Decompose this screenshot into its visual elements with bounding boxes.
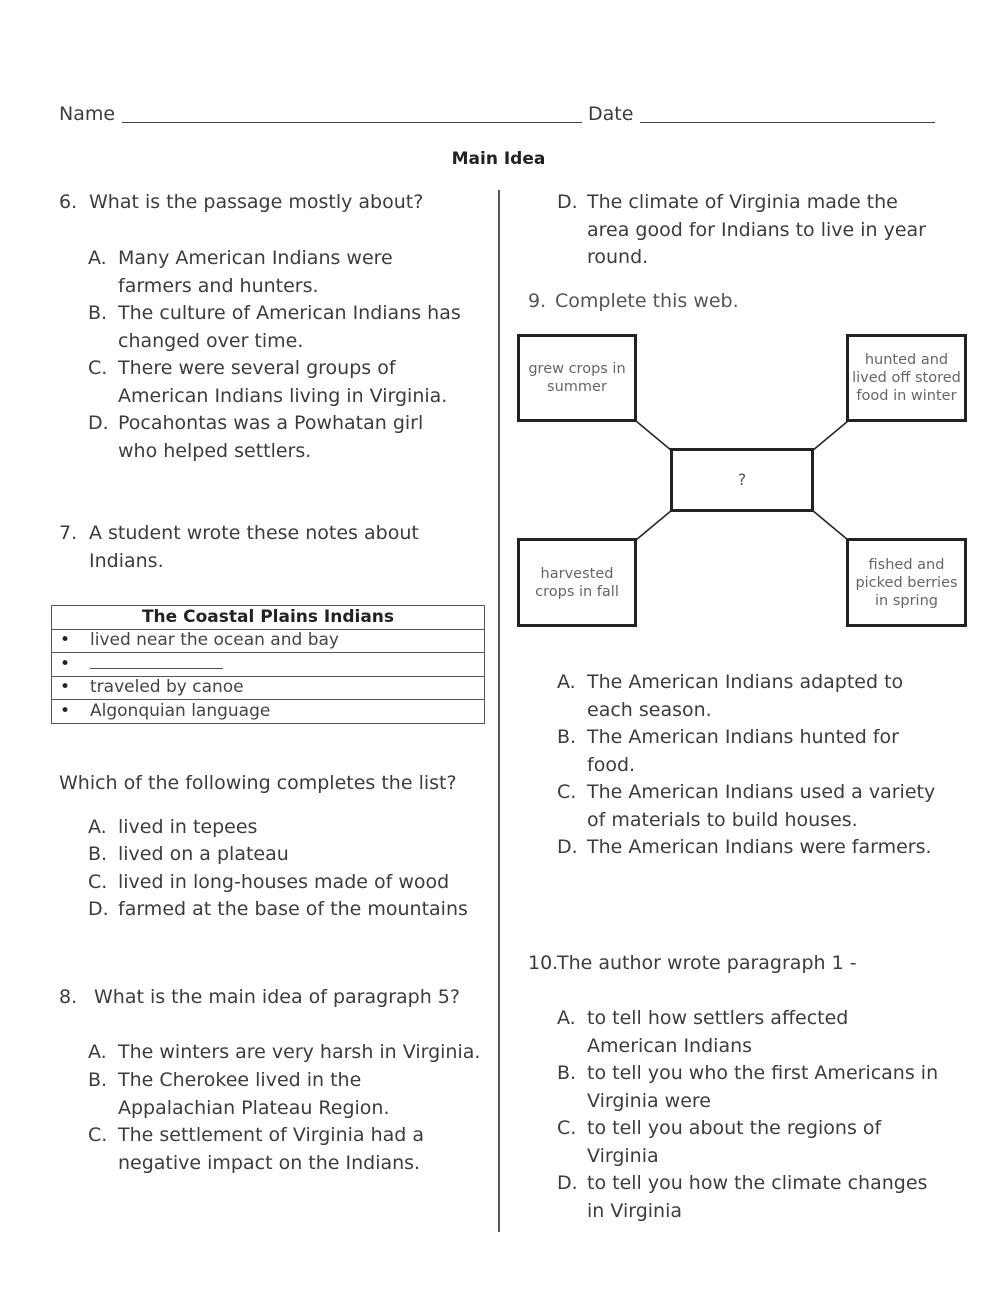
row-text: traveled by canoe [90, 677, 244, 698]
bullet-icon: • [60, 700, 71, 721]
option-text-line: Appalachian Plateau Region. [118, 1096, 390, 1119]
option-text-line: The Cherokee lived in the [118, 1069, 362, 1091]
option-text-line: American Indians living in Virginia. [118, 384, 448, 407]
option-text-line: The American Indians hunted for [587, 726, 899, 748]
q7-option-a[interactable] [88, 814, 488, 842]
option-text-line: The American Indians used a variety [587, 781, 936, 803]
question-text: Complete this web. [555, 290, 739, 312]
option-letter: B. [88, 1069, 108, 1091]
option-letter: D. [557, 836, 578, 858]
web-box-text: fished and picked berries in spring [855, 556, 958, 609]
option-letter: A. [88, 247, 107, 269]
option-text-line: The climate of Virginia made the [587, 191, 898, 213]
option-text-line: to tell you how the climate changes [587, 1172, 928, 1194]
connector-line [636, 510, 672, 540]
option-letter: C. [88, 871, 108, 893]
question-text-line: Indians. [89, 549, 164, 572]
option-text-line: American Indians [587, 1034, 753, 1057]
option-text-line: The culture of American Indians has [118, 302, 461, 324]
q7-option-b[interactable] [88, 841, 488, 869]
page-title: Main Idea [451, 149, 546, 169]
web-box-summer [517, 334, 637, 422]
option-text-line: negative impact on the Indians. [118, 1151, 421, 1174]
option-text-line: to tell you who the first Americans in [587, 1062, 939, 1084]
option-letter: B. [557, 1062, 577, 1084]
option-text-line: to tell you about the regions of [587, 1117, 882, 1139]
web-box-spring [846, 538, 967, 627]
bullet-icon: • [60, 653, 71, 674]
web-box-winter [846, 334, 967, 422]
connector-line [812, 421, 848, 451]
question-text-line: A student wrote these notes about [89, 522, 419, 544]
option-text-line: of materials to build houses. [587, 808, 858, 831]
name-label: Name [59, 103, 116, 125]
question-text: What is the passage mostly about? [89, 191, 424, 213]
option-text-line: food. [587, 753, 636, 776]
date-label: Date [588, 103, 634, 125]
question-number: 8. [59, 986, 78, 1008]
option-text-line: to tell how settlers affected [587, 1007, 849, 1029]
option-text-line: Pocahontas was a Powhatan girl [118, 412, 424, 434]
question-number: 9. [528, 290, 547, 312]
question-text: What is the main idea of paragraph 5? [94, 986, 460, 1008]
row-text: lived near the ocean and bay [90, 630, 339, 651]
option-text-line: round. [587, 246, 649, 268]
question-text: The author wrote paragraph 1 - [557, 952, 857, 974]
option-letter: A. [557, 671, 576, 693]
option-text-line: The winters are very harsh in Virginia. [118, 1041, 481, 1063]
question-number: 6. [59, 191, 78, 213]
option-letter: C. [88, 357, 108, 379]
option-text-line: in Virginia [587, 1199, 682, 1222]
option-text-line: The American Indians adapted to [587, 671, 904, 693]
option-text-line: each season. [587, 698, 712, 721]
option-letter: A. [88, 816, 107, 838]
option-text-line: The settlement of Virginia had a [118, 1124, 425, 1146]
q7-option-c[interactable] [88, 869, 488, 897]
option-letter: D. [88, 898, 109, 920]
option-text-line: who helped settlers. [118, 439, 312, 462]
bullet-icon: • [60, 630, 71, 651]
option-letter: B. [88, 843, 108, 865]
web-box-text: grew crops in summer [528, 361, 626, 395]
option-letter: C. [557, 1117, 577, 1139]
option-text-line: Virginia were [587, 1089, 711, 1112]
web-box-text: ? [737, 470, 747, 489]
option-letter: D. [557, 191, 578, 213]
option-letter: D. [88, 412, 109, 434]
option-text-line: Virginia [587, 1144, 659, 1167]
question-number: 10. [528, 952, 559, 974]
option-text-line: area good for Indians to live in year [587, 218, 926, 241]
question-number: 7. [59, 522, 78, 544]
web-box-fall [517, 538, 637, 627]
web-box-center[interactable] [670, 448, 814, 512]
option-text-line: Many American Indians were [118, 247, 393, 269]
option-letter: A. [88, 1041, 107, 1063]
connector-line [812, 510, 848, 540]
option-text-line: There were several groups of [118, 357, 396, 379]
option-letter: C. [557, 781, 577, 803]
bullet-icon: • [60, 677, 71, 698]
option-letter: A. [557, 1007, 576, 1029]
table-row [52, 700, 485, 724]
table-title: The Coastal Plains Indians [52, 606, 485, 630]
option-text-line: farmers and hunters. [118, 274, 319, 297]
question-8 [59, 984, 489, 1014]
option-letter: B. [557, 726, 577, 748]
q7-option-d[interactable] [88, 896, 488, 924]
connector-line [636, 421, 672, 451]
option-text: lived on a plateau [118, 843, 289, 865]
option-text-line: The American Indians were farmers. [587, 836, 932, 858]
question-10 [528, 950, 958, 980]
option-letter: B. [88, 302, 108, 324]
row-text: Algonquian language [90, 700, 271, 721]
option-letter: C. [88, 1124, 108, 1146]
question-7-prompt: Which of the following completes the list? [59, 772, 457, 794]
option-letter: D. [557, 1172, 578, 1194]
option-text: farmed at the base of the mountains [118, 898, 468, 920]
web-box-text: hunted and lived off stored food in winter [852, 352, 961, 404]
web-box-text: harvested crops in fall [535, 565, 619, 600]
option-text: lived in tepees [118, 816, 258, 838]
option-text: lived in long-houses made of wood [118, 871, 450, 893]
option-text-line: changed over time. [118, 329, 304, 352]
